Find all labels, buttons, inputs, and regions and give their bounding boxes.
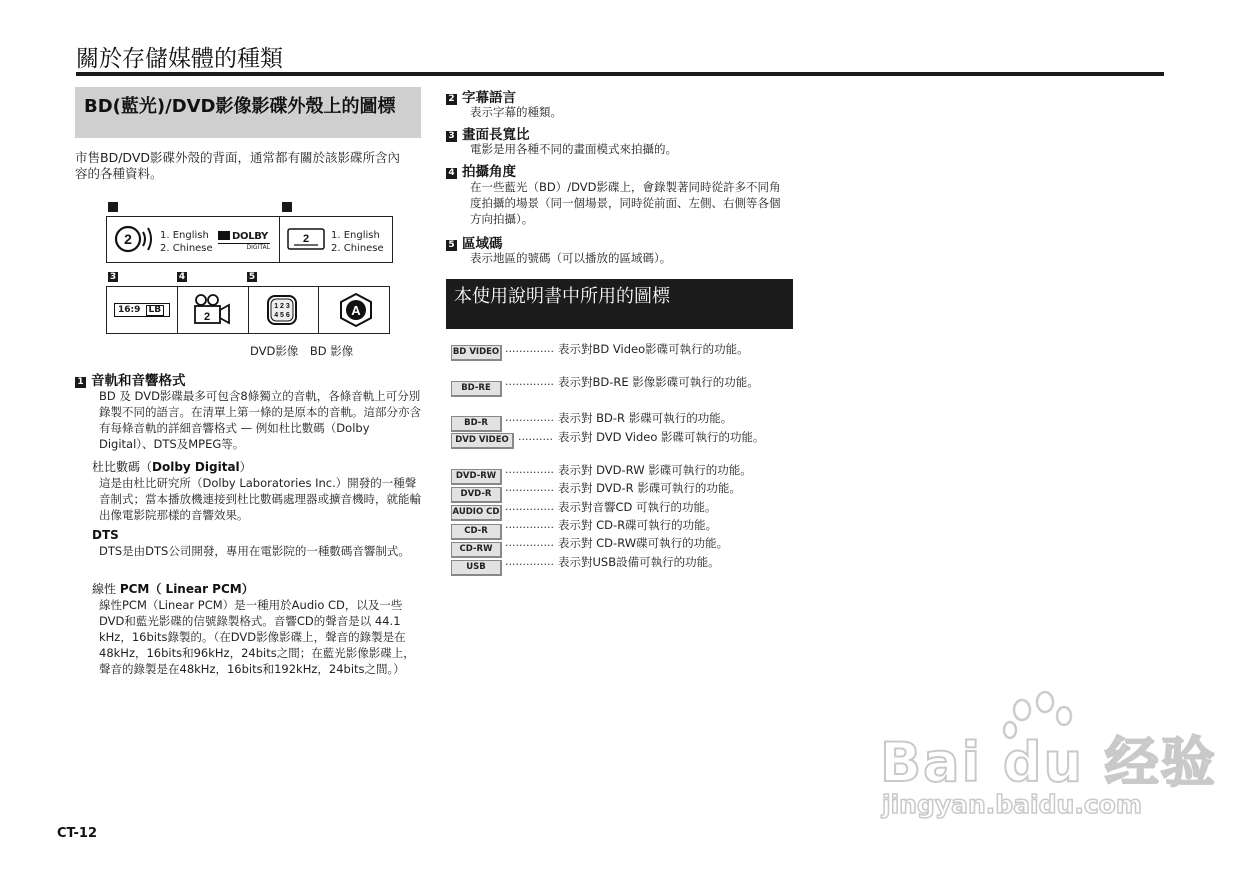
badge-bd-re: BD-RE xyxy=(451,381,502,397)
marker-square-2 xyxy=(282,202,292,212)
section-heading-box xyxy=(75,87,421,138)
badge-dvd-video: DVD VIDEO xyxy=(451,433,514,449)
marker-5: 5 xyxy=(248,272,256,282)
desc-dvd-video: 表示對 DVD Video 影碟可執行的功能。 xyxy=(558,430,765,444)
diagram-caption: DVD影像 BD 影像 xyxy=(250,344,354,358)
dolby-logo-sub: DIGITAL xyxy=(218,243,270,251)
section-3-num: 3 xyxy=(446,131,457,142)
section-2-heading xyxy=(446,86,516,106)
dolby-dd-icon xyxy=(218,231,230,240)
section-4-num: 4 xyxy=(446,168,457,179)
section-5-heading xyxy=(446,232,503,252)
section-5-title: 區域碼 xyxy=(462,236,503,252)
subtitle-2: 2. Chinese xyxy=(331,243,384,254)
dots-dvd-video: .......... xyxy=(518,430,553,443)
audio-track-icon xyxy=(113,223,155,255)
badge-dvd-rw: DVD-RW xyxy=(451,469,502,485)
pcm-subheading xyxy=(92,580,254,597)
pcm-sub-prefix: 線性 xyxy=(92,582,120,596)
dts-subheading xyxy=(92,528,119,542)
dts-sub-bold: DTS xyxy=(92,528,119,542)
subtitle-1: 1. English xyxy=(331,230,380,241)
icon-panel-divider-2 xyxy=(248,287,249,333)
section-5-text: 表示地區的號碼（可以播放的區域碼）。 xyxy=(470,251,672,265)
dots-cd-rw: .............. xyxy=(505,536,554,549)
badge-dvd-r: DVD-R xyxy=(451,487,502,503)
section-2-title: 字幕語言 xyxy=(462,90,516,106)
dots-bd-re: .............. xyxy=(505,375,554,388)
section-3-heading xyxy=(446,123,530,143)
region-code-icon xyxy=(265,293,301,327)
dolby-logo-text: DOLBY xyxy=(232,231,268,242)
page-title: 關於存儲媒體的種類 xyxy=(76,46,283,72)
badge-usb: USB xyxy=(451,560,502,576)
page-number: CT-12 xyxy=(57,826,97,841)
dolby-sub-bold: Dolby Digital xyxy=(152,460,240,474)
badge-cd-rw: CD-RW xyxy=(451,542,502,558)
dts-text: DTS是由DTS公司開發，專用在電影院的一種數碼音響制式。 xyxy=(99,544,410,558)
dolby-sub-suffix: ） xyxy=(239,460,252,474)
desc-bd-r: 表示對 BD-R 影碟可執行的功能。 xyxy=(558,411,733,425)
aspect-ratio-text: 16:9 xyxy=(118,305,141,315)
subtitle-icon xyxy=(287,228,327,252)
watermark-logo: Bai du 经验 xyxy=(880,731,1217,794)
dots-bd-video: .............. xyxy=(505,342,554,355)
dots-usb: .............. xyxy=(505,555,554,568)
badge-cd-r: CD-R xyxy=(451,524,502,540)
dots-dvd-r: .............. xyxy=(505,481,554,494)
section-1-num: 1 xyxy=(75,377,86,388)
icons-heading-box xyxy=(446,279,793,329)
camera-icon-num: 2 xyxy=(203,311,211,323)
audio-track-list xyxy=(160,229,213,255)
section-4-title: 拍攝角度 xyxy=(462,164,516,180)
icons-heading: 本使用說明書中所用的圖標 xyxy=(454,286,670,307)
section-heading: BD(藍光)/DVD影像影碟外殼上的圖標 xyxy=(84,96,396,117)
audio-icon-num: 2 xyxy=(124,231,132,247)
badge-bd-r: BD-R xyxy=(451,416,502,432)
bd-region-icon xyxy=(337,292,375,328)
desc-bd-video: 表示對BD Video影碟可執行的功能。 xyxy=(558,342,749,356)
dots-dvd-rw: .............. xyxy=(505,463,554,476)
desc-dvd-r: 表示對 DVD-R 影碟可執行的功能。 xyxy=(558,481,741,495)
desc-usb: 表示對USB設備可執行的功能。 xyxy=(558,555,720,569)
aspect-ratio-icon xyxy=(114,303,170,317)
section-4-text: 在一些藍光（BD）/DVD影碟上，會錄製著同時從許多不同角度拍攝的場景（同一個場景，同時從前面、左側、右側等各個方向拍攝）。 xyxy=(470,180,781,226)
dots-audio-cd: .............. xyxy=(505,500,554,513)
panel-divider xyxy=(279,217,280,262)
audio-track-2: 2. Chinese xyxy=(160,243,213,254)
icon-panel-divider-1 xyxy=(177,287,178,333)
section-4-heading xyxy=(446,160,516,180)
desc-audio-cd: 表示對音響CD 可執行的功能。 xyxy=(558,500,717,514)
badge-audio-cd: AUDIO CD xyxy=(451,505,502,521)
section-3-title: 畫面長寬比 xyxy=(462,127,530,143)
dolby-text: 這是由杜比研究所（Dolby Laboratories Inc.）開發的一種聲音制式；當本播放機連接到杜比數碼處理器或擴音機時，就能輸出像電影院那樣的音響效果。 xyxy=(99,476,421,522)
section-5-num: 5 xyxy=(446,240,457,251)
subtitle-icon-num: 2 xyxy=(302,233,310,245)
marker-3: 3 xyxy=(109,272,117,282)
dolby-subheading xyxy=(92,458,252,475)
section-2-num: 2 xyxy=(446,94,457,105)
aspect-lb-text: LB xyxy=(146,305,165,316)
region-bottom-text: 4 5 6 xyxy=(274,312,290,319)
section-3-text: 電影是用各種不同的畫面模式來拍攝的。 xyxy=(470,142,677,156)
desc-cd-r: 表示對 CD-R碟可執行的功能。 xyxy=(558,518,718,532)
dots-cd-r: .............. xyxy=(505,518,554,531)
badge-bd-video: BD VIDEO xyxy=(451,345,502,361)
pcm-text: 線性PCM（Linear PCM）是一種用於Audio CD，以及一些DVD和藍光影碟的信號錄製格式。音響CD的聲音是以 44.1 kHz，16bits錄製的。（在DVD影像影碟上，聲音的錄製是在48kHz，16bits和96kHz，24bits之間；在藍光影像影碟上，聲音的錄製是在48kHz，16bits和192kHz，24bits之間。） xyxy=(99,598,415,676)
desc-dvd-rw: 表示對 DVD-RW 影碟可執行的功能。 xyxy=(558,463,752,477)
section-2-text: 表示字幕的種類。 xyxy=(470,105,562,119)
marker-square-1 xyxy=(108,202,118,212)
icon-panel xyxy=(106,286,390,334)
bd-region-letter: A xyxy=(351,303,361,318)
region-top-text: 1 2 3 xyxy=(274,303,290,310)
title-rule xyxy=(76,72,1164,76)
section-1-title: 音軌和音響格式 xyxy=(91,373,186,389)
camera-angle-icon xyxy=(193,293,233,327)
language-panel xyxy=(106,216,393,263)
dolby-sub-prefix: 杜比數碼（ xyxy=(92,460,153,474)
icon-panel-divider-3 xyxy=(318,287,319,333)
desc-cd-rw: 表示對 CD-RW碟可執行的功能。 xyxy=(558,536,729,550)
dolby-logo xyxy=(218,231,270,251)
section-1-heading xyxy=(75,369,186,389)
desc-bd-re: 表示對BD-RE 影像影碟可執行的功能。 xyxy=(558,375,759,389)
pcm-sub-bold: PCM（ Linear PCM） xyxy=(119,582,254,596)
dots-bd-r: .............. xyxy=(505,411,554,424)
subtitle-list xyxy=(331,229,384,255)
audio-track-1: 1. English xyxy=(160,230,209,241)
watermark-url: jingyan.baidu.com xyxy=(882,790,1142,819)
marker-4: 4 xyxy=(178,272,186,282)
section-1-text: BD 及 DVD影碟最多可包含8條獨立的音軌，各條音軌上可分別錄製不同的語言。在清單上第一條的是原本的音軌。這部分亦含有每條音軌的詳細音響格式 — 例如杜比數碼（Dolby Digital）、DTS及MPEG等。 xyxy=(99,389,421,451)
intro-text: 市售BD/DVD影碟外殼的背面，通常都有關於該影碟所含內容的各種資料。 xyxy=(75,150,400,181)
